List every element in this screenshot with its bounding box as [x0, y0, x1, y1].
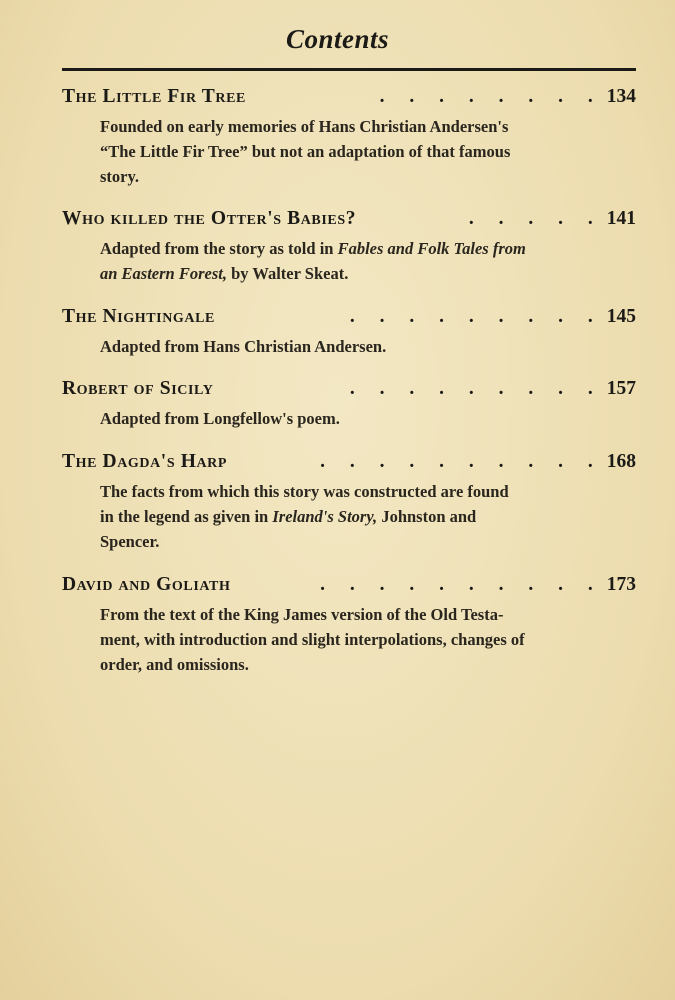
toc-note — [100, 334, 602, 359]
note-line: “The Little Fir Tree” but not an adaptation of that famous — [100, 142, 511, 161]
toc-title[interactable]: David and Goliath — [62, 574, 231, 595]
toc-title-line — [62, 378, 636, 400]
source-title: an Eastern Forest, — [100, 264, 227, 283]
toc-note — [100, 479, 602, 554]
toc-entry — [62, 306, 636, 359]
toc-page-number[interactable]: 157 — [606, 378, 636, 399]
toc-title-line — [62, 306, 636, 328]
note-line — [100, 504, 602, 529]
note-line: ment, with introduction and slight interpolations, changes of — [100, 630, 525, 649]
note-line: The facts from which this story was constructed are found — [100, 482, 509, 501]
note-line: From the text of the King James version of the Old Testa- — [100, 605, 504, 624]
note-text: Adapted from the story as told in — [100, 239, 338, 258]
heading-rule — [62, 68, 636, 71]
toc-entry — [62, 378, 636, 431]
source-title: Fables and Folk Tales from — [337, 239, 526, 258]
note-line: story. — [100, 167, 139, 186]
toc-note — [100, 406, 602, 431]
toc-title-line — [62, 451, 636, 473]
page-title: Contents — [285, 24, 390, 54]
dot-leader: . . . . . — [468, 208, 603, 229]
toc-title-line — [62, 574, 636, 596]
toc-note — [100, 602, 602, 677]
toc-title[interactable]: Who killed the Otter's Babies? — [62, 208, 357, 229]
toc-title[interactable]: The Dagda's Harp — [62, 451, 228, 472]
note-line: Adapted from Longfellow's poem. — [100, 409, 340, 428]
toc-title[interactable]: The Little Fir Tree — [62, 86, 246, 107]
toc-page-number[interactable]: 134 — [606, 86, 636, 107]
toc-page-number[interactable]: 141 — [606, 208, 636, 229]
toc-entry — [62, 208, 636, 286]
note-text: by Walter Skeat. — [227, 264, 349, 283]
toc-entry — [62, 451, 636, 554]
toc-title-line — [62, 208, 636, 230]
toc-entry — [62, 86, 636, 189]
note-line: Spencer. — [100, 532, 160, 551]
dot-leader: . . . . . . . . . . — [320, 451, 603, 472]
dot-leader: . . . . . . . . — [379, 86, 603, 107]
note-line — [100, 236, 602, 261]
note-line: Adapted from Hans Christian Andersen. — [100, 337, 387, 356]
toc-entry — [62, 574, 636, 677]
note-line: Founded on early memories of Hans Christian Andersen's — [100, 117, 509, 136]
note-line — [100, 261, 602, 286]
toc-title[interactable]: The Nightingale — [62, 306, 215, 327]
toc-note — [100, 236, 602, 286]
toc-note — [100, 114, 602, 189]
dot-leader: . . . . . . . . . . — [320, 574, 603, 595]
toc-page-number[interactable]: 145 — [606, 306, 636, 327]
source-title: Ireland's Story, — [272, 507, 378, 526]
dot-leader: . . . . . . . . . — [349, 306, 603, 327]
note-text: in the legend as given in — [100, 507, 273, 526]
toc-page-number[interactable]: 173 — [606, 574, 636, 595]
toc-page-number[interactable]: 168 — [606, 451, 636, 472]
note-line: order, and omissions. — [100, 655, 249, 674]
note-text: Johnston and — [377, 507, 477, 526]
dot-leader: . . . . . . . . . — [349, 378, 603, 399]
toc-title[interactable]: Robert of Sicily — [62, 378, 214, 399]
toc-title-line — [62, 86, 636, 108]
